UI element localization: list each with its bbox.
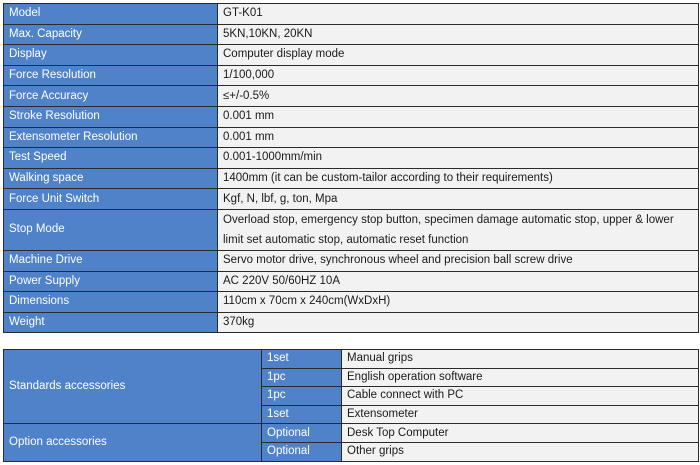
spec-value: Computer display mode xyxy=(218,45,699,66)
spec-value: 110cm x 70cm x 240cm(WxDxH) xyxy=(218,292,699,313)
spec-value: Overload stop, emergency stop button, specimen damage automatic stop, upper & lower limit set automatic stop, automatic reset function xyxy=(218,209,699,250)
accessory-qty: 1set xyxy=(262,350,342,369)
specification-table xyxy=(3,3,699,333)
spec-label: Dimensions xyxy=(4,292,218,313)
spec-value: 0.001-1000mm/min xyxy=(218,148,699,169)
spec-value: 1400mm (it can be custom-tailor according to their requirements) xyxy=(218,168,699,189)
spec-row-force-resolution xyxy=(4,65,699,86)
spec-row-max-capacity xyxy=(4,24,699,45)
spec-label: Extensometer Resolution xyxy=(4,127,218,148)
spec-row-stroke-resolution xyxy=(4,106,699,127)
spec-value: 5KN,10KN, 20KN xyxy=(218,24,699,45)
accessory-row xyxy=(4,424,699,443)
accessory-name: Desk Top Computer xyxy=(342,424,699,443)
spec-row-display xyxy=(4,45,699,66)
spec-label: Force Accuracy xyxy=(4,86,218,107)
accessory-row xyxy=(4,350,699,369)
accessory-name: Cable connect with PC xyxy=(342,387,699,406)
spec-row-power-supply xyxy=(4,271,699,292)
spec-value: 370kg xyxy=(218,312,699,333)
spec-row-weight xyxy=(4,312,699,333)
spec-label: Force Unit Switch xyxy=(4,189,218,210)
accessory-name: Manual grips xyxy=(342,350,699,369)
standard-accessories-label: Standards accessories xyxy=(4,350,262,424)
spec-label: Power Supply xyxy=(4,271,218,292)
spec-label: Force Resolution xyxy=(4,65,218,86)
accessory-name: Other grips xyxy=(342,442,699,461)
spec-label: Walking space xyxy=(4,168,218,189)
accessories-table xyxy=(3,349,699,462)
spec-row-stop-mode xyxy=(4,209,699,250)
accessory-qty: 1pc xyxy=(262,387,342,406)
spec-row-force-accuracy xyxy=(4,86,699,107)
spec-row-walking-space xyxy=(4,168,699,189)
spec-label: Max. Capacity xyxy=(4,24,218,45)
spec-row-dimensions xyxy=(4,292,699,313)
spec-row-test-speed xyxy=(4,148,699,169)
spec-row-model xyxy=(4,4,699,25)
spec-label: Display xyxy=(4,45,218,66)
accessory-name: Extensometer xyxy=(342,405,699,424)
spec-row-machine-drive xyxy=(4,250,699,271)
spec-label: Model xyxy=(4,4,218,25)
accessory-qty: Optional xyxy=(262,424,342,443)
accessory-qty: 1set xyxy=(262,405,342,424)
spec-label: Stop Mode xyxy=(4,209,218,250)
spec-value: 0.001 mm xyxy=(218,106,699,127)
option-accessories-label: Option accessories xyxy=(4,424,262,461)
spec-label: Stroke Resolution xyxy=(4,106,218,127)
spec-value: GT-K01 xyxy=(218,4,699,25)
spec-row-force-unit-switch xyxy=(4,189,699,210)
spec-label: Machine Drive xyxy=(4,250,218,271)
spec-value: ≤+/-0.5% xyxy=(218,86,699,107)
spec-label: Test Speed xyxy=(4,148,218,169)
spec-value: 0.001 mm xyxy=(218,127,699,148)
accessory-qty: 1pc xyxy=(262,368,342,387)
spec-value: Servo motor drive, synchronous wheel and precision ball screw drive xyxy=(218,250,699,271)
spec-value: Kgf, N, lbf, g, ton, Mpa xyxy=(218,189,699,210)
spec-value: 1/100,000 xyxy=(218,65,699,86)
accessory-name: English operation software xyxy=(342,368,699,387)
spec-row-extensometer-resolution xyxy=(4,127,699,148)
spec-label: Weight xyxy=(4,312,218,333)
spec-value: AC 220V 50/60HZ 10A xyxy=(218,271,699,292)
accessory-qty: Optional xyxy=(262,442,342,461)
